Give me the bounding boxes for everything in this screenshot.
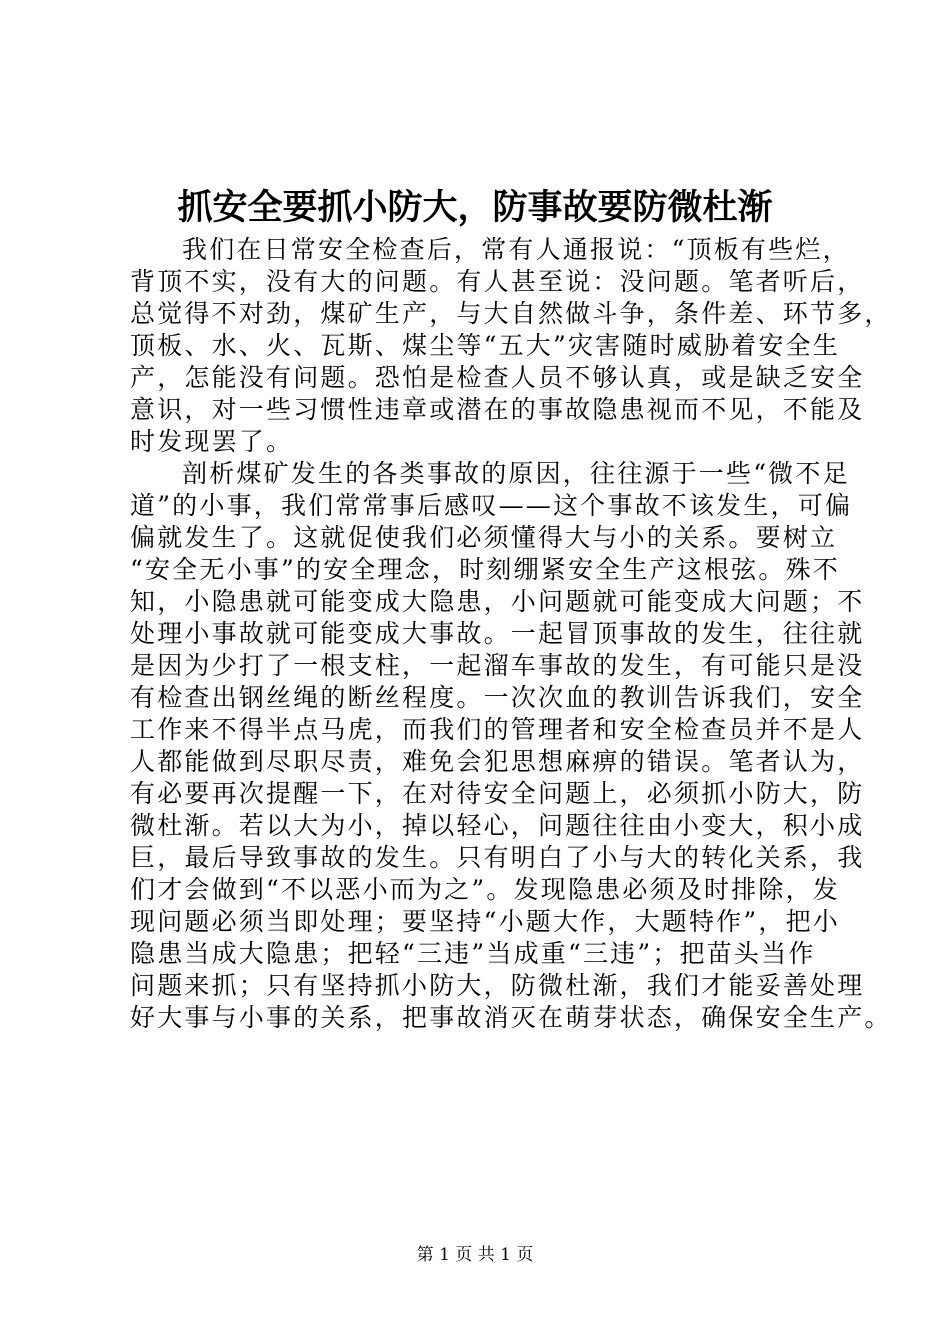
text-line: 我们在日常安全检查后，常有人通报说：“顶板有些烂，: [182, 235, 850, 264]
text-line: 隐患当成大隐患；把轻“三违”当成重“三违”；把苗头当作: [130, 939, 816, 968]
text-line: 偏就发生了。这就促使我们必须懂得大与小的关系。要树立: [130, 523, 838, 552]
page-footer: 第 1 页 共 1 页: [416, 1245, 534, 1265]
text-line: 们才会做到“不以恶小而为之”。发现隐患必须及时排除，发: [130, 875, 840, 904]
text-line: “安全无小事”的安全理念，时刻绷紧安全生产这根弦。殊不: [130, 555, 840, 584]
text-line: 工作来不得半点马虎，而我们的管理者和安全检查员并不是人: [130, 715, 865, 744]
text-line: 处理小事故就可能变成大事故。一起冒顶事故的发生，往往就: [130, 619, 865, 648]
text-line: 剖析煤矿发生的各类事故的原因，往往源于一些“微不足: [182, 459, 850, 488]
text-line: 人都能做到尽职尽责，难免会犯思想麻痹的错误。笔者认为，: [130, 747, 865, 776]
document-body: [130, 234, 892, 1034]
text-line: 有必要再次提醒一下，在对待安全问题上，必须抓小防大，防: [130, 779, 865, 808]
text-line: 巨，最后导致事故的发生。只有明白了小与大的转化关系，我: [130, 843, 865, 872]
text-line: 产，怎能没有问题。恐怕是检查人员不够认真，或是缺乏安全: [130, 363, 865, 392]
text-line: 意识，对一些习惯性违章或潜在的事故隐患视而不见，不能及: [130, 395, 865, 424]
text-line: 是因为少打了一根支柱，一起溜车事故的发生，有可能只是没: [130, 651, 865, 680]
document-title: 抓安全要抓小防大，防事故要防微杜渐: [177, 187, 773, 228]
text-line: 微杜渐。若以大为小，掉以轻心，问题往往由小变大，积小成: [130, 811, 865, 840]
text-line: 知，小隐患就可能变成大隐患，小问题就可能变成大问题；不: [130, 587, 865, 616]
text-line: 现问题必须当即处理；要坚持“小题大作，大题特作”，把小: [130, 907, 840, 936]
text-line: 背顶不实，没有大的问题。有人甚至说：没问题。笔者听后，: [130, 267, 865, 296]
text-line: 时发现罢了。: [130, 427, 294, 456]
text-line: 问题来抓；只有坚持抓小防大，防微杜渐，我们才能妥善处理: [130, 971, 865, 1000]
text-line: 有检查出钢丝绳的断丝程度。一次次血的教训告诉我们，安全: [130, 683, 865, 712]
text-line: 道”的小事，我们常常事后感叹——这个事故不该发生，可偏: [130, 491, 853, 520]
text-line: 总觉得不对劲，煤矿生产，与大自然做斗争，条件差、环节多，: [130, 299, 892, 328]
text-line: 顶板、水、火、瓦斯、煤尘等“五大”灾害随时威胁着安全生: [130, 331, 840, 360]
text-line: 好大事与小事的关系，把事故消灭在萌芽状态，确保安全生产。: [130, 1003, 892, 1032]
paragraph-1: [130, 234, 892, 458]
paragraph-2: [130, 458, 892, 1034]
